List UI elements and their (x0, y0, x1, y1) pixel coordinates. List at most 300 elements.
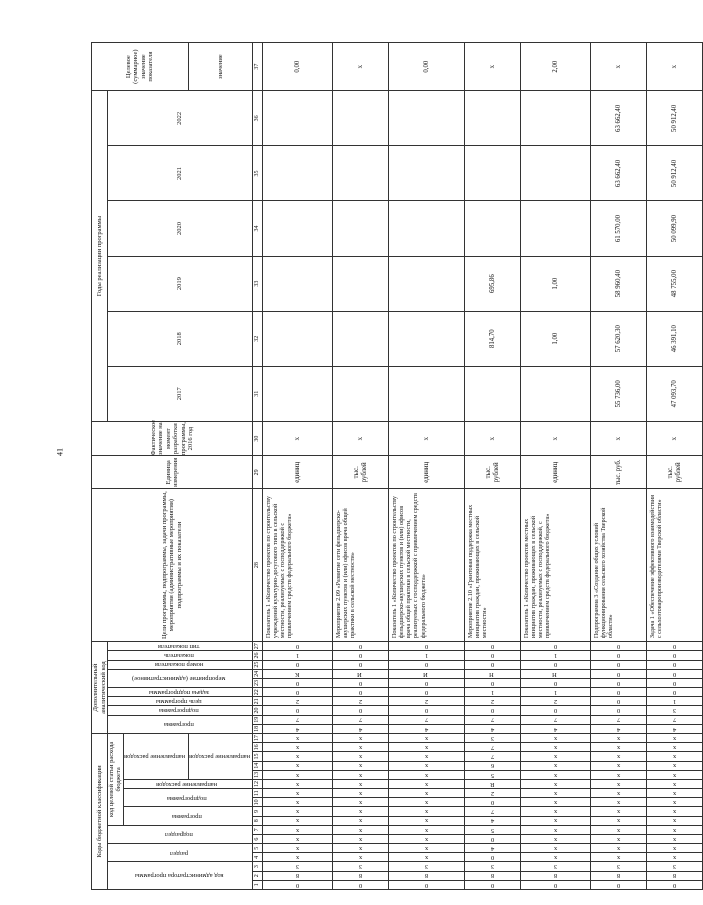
code-cell: 4 (647, 724, 703, 733)
code-cell: 7 (521, 715, 591, 724)
row-value-2022 (465, 91, 521, 146)
code-cell: 0 (647, 880, 703, 889)
code-cell: 1 (263, 651, 333, 660)
row-value-2020: 61 570,00 (591, 201, 647, 256)
code-cell: х (333, 798, 389, 807)
row-value-2021 (333, 146, 389, 201)
code-cell: х (591, 834, 647, 843)
code-cell: х (647, 853, 703, 862)
code-cell: х (647, 752, 703, 761)
code-cell: х (263, 770, 333, 779)
code-cell: х (591, 789, 647, 798)
code-cell: 0 (465, 880, 521, 889)
code-cell: х (263, 853, 333, 862)
code-cell: х (389, 770, 465, 779)
code-cell: х (647, 807, 703, 816)
column-index-cell: 14 (253, 761, 263, 770)
code-cell: 4 (465, 724, 521, 733)
code-cell: х (333, 844, 389, 853)
code-cell: 2 (389, 697, 465, 706)
code-cell: 0 (389, 642, 465, 651)
code-cell: 0 (263, 660, 333, 669)
column-index-cell: 30 (253, 421, 263, 456)
code-cell: х (591, 816, 647, 825)
code-cell: х (263, 798, 333, 807)
a-subprogram-header: подпрограмма (108, 706, 253, 715)
code-cell: х (591, 779, 647, 788)
program-table (91, 42, 703, 890)
code-cell: 3 (521, 862, 591, 871)
code-cell: х (333, 761, 389, 770)
code-cell: 8 (521, 871, 591, 880)
year-2022-header: 2022 (108, 91, 253, 146)
code-cell: х (333, 733, 389, 742)
code-cell: х (591, 761, 647, 770)
code-cell: х (591, 825, 647, 834)
column-index-cell: 37 (253, 43, 263, 91)
code-cell: 0 (263, 688, 333, 697)
code-cell: 4 (521, 724, 591, 733)
column-index-cell: 34 (253, 201, 263, 256)
a-measure-header: мероприятие (административное) (108, 669, 253, 687)
code-cell: 0 (591, 669, 647, 678)
row-value-2019 (333, 256, 389, 311)
table-row (521, 43, 591, 890)
row-unit: тыс. руб. (591, 456, 647, 489)
row-fact: х (263, 421, 333, 456)
code-cell: х (647, 816, 703, 825)
a-indicator-header: показатель (108, 651, 253, 660)
code-cell: х (333, 807, 389, 816)
code-cell: 7 (465, 715, 521, 724)
fact-column-header: Фактическое значение на момент разработки программы, 2016 год (92, 421, 253, 456)
column-index-cell: 20 (253, 706, 263, 715)
code-cell: х (521, 844, 591, 853)
row-value-2021: 63 662,40 (591, 146, 647, 201)
code-cell: 0 (521, 706, 591, 715)
admin-code-header: код администратора программы (108, 862, 253, 890)
row-value-2017 (263, 366, 333, 421)
table-row (647, 43, 703, 890)
column-index-cell: 9 (253, 807, 263, 816)
row-value-2017: 55 736,00 (591, 366, 647, 421)
row-value-2018: 46 391,10 (647, 311, 703, 366)
code-cell: х (389, 761, 465, 770)
code-cell: 0 (647, 688, 703, 697)
row-name: Показатель 1 «Количество проектов местных инициатив граждан, проживающих в сельской местности, реализуемых с господдержкой, с привлечением средств федерального бюджета» (521, 489, 591, 642)
column-index-cell: 4 (253, 853, 263, 862)
column-index-cell: 12 (253, 779, 263, 788)
code-cell: R (465, 779, 521, 788)
row-name: Мероприятие 2.09 «Развитие сети фельдшерско-акушерских пунктов и (или) офисов врача общей практики в сельской местности» (333, 489, 389, 642)
row-value-2018 (333, 311, 389, 366)
code-cell: 0 (263, 678, 333, 687)
column-index-cell: 8 (253, 816, 263, 825)
row-fact: х (333, 421, 389, 456)
code-cell: х (333, 825, 389, 834)
code-cell: 4 (389, 724, 465, 733)
code-cell: х (521, 779, 591, 788)
code-cell: 4 (465, 816, 521, 825)
row-unit: единиц (263, 456, 333, 489)
code-cell: х (591, 844, 647, 853)
column-index-cell: 36 (253, 91, 263, 146)
code-cell: 0 (333, 651, 389, 660)
column-index-cell: 10 (253, 798, 263, 807)
code-cell: 3 (647, 862, 703, 871)
code-cell: 5 (465, 825, 521, 834)
code-cell: х (521, 743, 591, 752)
column-index-cell: 33 (253, 256, 263, 311)
row-name: Задача 1 «Обеспечение эффективного взаимодействия с сельхозтоваропроизводителями Тверской области» (647, 489, 703, 642)
row-value-2020 (389, 201, 465, 256)
code-cell: 0 (333, 678, 389, 687)
code-cell: 4 (591, 724, 647, 733)
year-2020-header: 2020 (108, 201, 253, 256)
code-cell: 0 (591, 660, 647, 669)
row-value-2019: 58 960,40 (591, 256, 647, 311)
code-cell: 0 (333, 642, 389, 651)
code-cell: х (389, 816, 465, 825)
row-name: Подпрограмма 3 «Создание общих условий функционирования сельского хозяйства Тверской области» (591, 489, 647, 642)
row-target: х (465, 43, 521, 91)
subprogram-header: подпрограмма (123, 789, 252, 807)
code-cell: х (647, 779, 703, 788)
a-measure-num-header: номер показателя (108, 660, 253, 669)
row-fact: х (389, 421, 465, 456)
code-cell: 3 (591, 862, 647, 871)
expenditure-direction-group-header: направление расходов (123, 733, 188, 779)
code-cell: 0 (647, 678, 703, 687)
code-cell: 2 (465, 789, 521, 798)
year-2019-header: 2019 (108, 256, 253, 311)
row-value-2022 (389, 91, 465, 146)
expenditure-direction-header: направление расходов (188, 733, 253, 779)
row-value-2022 (333, 91, 389, 146)
code-cell: х (521, 798, 591, 807)
code-cell: 1 (521, 688, 591, 697)
code-cell: 0 (591, 651, 647, 660)
table-row (389, 43, 465, 890)
section-header: раздел (108, 844, 253, 862)
row-unit: тыс. рублей (647, 456, 703, 489)
code-cell: 8 (465, 871, 521, 880)
value-label-header: значение (188, 43, 253, 91)
code-cell: х (333, 779, 389, 788)
code-cell: х (647, 770, 703, 779)
column-index-cell: 28 (253, 489, 263, 642)
code-cell: х (521, 761, 591, 770)
code-cell: х (591, 853, 647, 862)
column-index-cell: 23 (253, 678, 263, 687)
code-cell: х (389, 779, 465, 788)
code-cell: 0 (647, 660, 703, 669)
code-cell: 7 (591, 715, 647, 724)
code-cell: х (591, 743, 647, 752)
code-cell: х (389, 834, 465, 843)
code-cell: х (263, 825, 333, 834)
code-cell: 0 (333, 706, 389, 715)
column-index-cell: 18 (253, 724, 263, 733)
rotated-sheet (91, 42, 682, 890)
code-cell: х (591, 733, 647, 742)
column-index-cell: 1 (253, 880, 263, 889)
code-cell: х (647, 798, 703, 807)
code-cell: 0 (465, 678, 521, 687)
row-fact: х (591, 421, 647, 456)
subsection-header: подраздел (108, 825, 253, 843)
code-cell: 3 (465, 862, 521, 871)
row-value-2020 (465, 201, 521, 256)
code-cell: х (333, 834, 389, 843)
code-cell: х (521, 816, 591, 825)
code-cell: 0 (389, 660, 465, 669)
row-value-2017 (389, 366, 465, 421)
column-index-cell: 24 (253, 669, 263, 678)
code-cell: 0 (465, 853, 521, 862)
row-target: х (647, 43, 703, 91)
program-direction-header: направление расходов (123, 779, 252, 788)
code-cell: х (389, 789, 465, 798)
row-value-2019: 1,00 (521, 256, 591, 311)
code-cell: х (521, 853, 591, 862)
code-cell: 5 (465, 770, 521, 779)
target-article-header: код целевой статьи расхода бюджета (108, 733, 124, 825)
code-cell: 0 (521, 660, 591, 669)
code-cell: 0 (465, 642, 521, 651)
code-cell: 6 (465, 761, 521, 770)
row-target: 2,00 (521, 43, 591, 91)
code-cell: 0 (465, 651, 521, 660)
row-value-2018: 1,00 (521, 311, 591, 366)
code-cell: х (333, 770, 389, 779)
code-cell: х (389, 798, 465, 807)
code-cell: 2 (521, 697, 591, 706)
code-cell: 0 (263, 642, 333, 651)
code-cell: 3 (647, 706, 703, 715)
row-target: х (333, 43, 389, 91)
column-index-cell: 2 (253, 871, 263, 880)
year-2018-header: 2018 (108, 311, 253, 366)
row-value-2019 (389, 256, 465, 311)
row-value-2021 (389, 146, 465, 201)
column-index-cell: 16 (253, 743, 263, 752)
code-cell: х (263, 789, 333, 798)
code-cell: 3 (333, 862, 389, 871)
code-cell: 0 (591, 880, 647, 889)
code-cell: 0 (591, 688, 647, 697)
column-index-cell: 13 (253, 770, 263, 779)
row-value-2018 (263, 311, 333, 366)
code-cell: х (647, 743, 703, 752)
code-cell: 7 (389, 715, 465, 724)
code-cell: 7 (465, 752, 521, 761)
year-2021-header: 2021 (108, 146, 253, 201)
code-cell: х (389, 807, 465, 816)
codes-group-header: Коды бюджетной классификации (92, 733, 108, 889)
code-cell: х (647, 834, 703, 843)
row-value-2021 (263, 146, 333, 201)
code-cell: х (647, 733, 703, 742)
column-index-cell: 3 (253, 862, 263, 871)
row-value-2019: 48 755,00 (647, 256, 703, 311)
code-cell: х (389, 752, 465, 761)
column-index-cell: 25 (253, 660, 263, 669)
code-cell: х (521, 752, 591, 761)
code-cell: 4 (263, 724, 333, 733)
row-value-2022 (521, 91, 591, 146)
row-value-2020 (521, 201, 591, 256)
code-cell: х (263, 752, 333, 761)
row-value-2019: 695,86 (465, 256, 521, 311)
code-cell: 3 (389, 862, 465, 871)
code-cell: х (591, 807, 647, 816)
code-cell: 0 (465, 706, 521, 715)
code-cell: 2 (333, 697, 389, 706)
unit-column-header: Единица измерения (92, 456, 253, 489)
code-cell: х (263, 816, 333, 825)
table-row (465, 43, 521, 890)
code-cell: 7 (263, 715, 333, 724)
table-row (333, 43, 389, 890)
code-cell: 0 (591, 706, 647, 715)
row-unit: тыс. рублей (333, 456, 389, 489)
code-cell: 0 (389, 880, 465, 889)
code-cell: 2 (465, 697, 521, 706)
code-cell: х (333, 853, 389, 862)
row-value-2020: 50 099,90 (647, 201, 703, 256)
column-index-cell: 7 (253, 825, 263, 834)
year-2017-header: 2017 (108, 366, 253, 421)
code-cell: 2 (263, 697, 333, 706)
row-value-2018: 57 620,30 (591, 311, 647, 366)
column-index-cell: 6 (253, 834, 263, 843)
column-index-cell: 29 (253, 456, 263, 489)
row-target: 0,00 (263, 43, 333, 91)
row-value-2022: 63 662,40 (591, 91, 647, 146)
code-cell: 4 (465, 844, 521, 853)
code-cell: х (333, 816, 389, 825)
code-cell: 8 (647, 871, 703, 880)
row-value-2021: 50 912,40 (647, 146, 703, 201)
column-index-cell: 27 (253, 642, 263, 651)
row-name: Показатель 1 «Количество проектов по строительству учреждений культурно-досугового типа в сельской местности, реализуемых с господдержкой с привлечением средств федерального бюджета» (263, 489, 333, 642)
table-row (263, 43, 333, 890)
code-cell: х (647, 844, 703, 853)
row-target: х (591, 43, 647, 91)
code-cell: 0 (465, 834, 521, 843)
code-cell: х (389, 733, 465, 742)
page-number: 41 (55, 448, 65, 456)
code-cell: х (521, 770, 591, 779)
code-cell: х (647, 761, 703, 770)
row-value-2020 (263, 201, 333, 256)
row-unit: тыс. рублей (465, 456, 521, 489)
code-cell: 8 (333, 871, 389, 880)
code-cell: 7 (465, 807, 521, 816)
code-cell: х (647, 825, 703, 834)
code-cell: х (263, 761, 333, 770)
code-cell: 0 (333, 880, 389, 889)
row-unit: единиц (521, 456, 591, 489)
code-cell: 0 (591, 697, 647, 706)
code-cell: х (389, 825, 465, 834)
code-cell: 0 (591, 642, 647, 651)
code-cell: х (263, 834, 333, 843)
target-column-header: Целевое (суммарное) значение показателя (92, 43, 189, 91)
code-cell: 0 (333, 660, 389, 669)
row-target: 0,00 (389, 43, 465, 91)
code-cell: 0 (521, 880, 591, 889)
code-cell: 0 (647, 651, 703, 660)
code-cell: х (333, 743, 389, 752)
code-cell: х (333, 752, 389, 761)
code-cell: 3 (465, 733, 521, 742)
code-cell: Н (465, 669, 521, 678)
a-goal-header: цель программы (108, 697, 253, 706)
code-cell: 8 (591, 871, 647, 880)
code-cell: 7 (465, 743, 521, 752)
code-cell: х (263, 779, 333, 788)
row-unit: единиц (389, 456, 465, 489)
column-index-cell: 11 (253, 789, 263, 798)
code-cell: 0 (333, 688, 389, 697)
row-value-2022: 50 912,40 (647, 91, 703, 146)
row-value-2017 (465, 366, 521, 421)
row-value-2017 (333, 366, 389, 421)
code-cell: 0 (521, 642, 591, 651)
code-cell: х (389, 853, 465, 862)
code-cell: Н (521, 669, 591, 678)
a-program-header: программа (108, 715, 253, 733)
code-cell: 8 (389, 871, 465, 880)
column-index-cell: 26 (253, 651, 263, 660)
code-cell: х (521, 733, 591, 742)
table-row (591, 43, 647, 890)
code-cell: 0 (389, 706, 465, 715)
code-cell: 0 (465, 798, 521, 807)
column-index-cell: 32 (253, 311, 263, 366)
row-value-2021 (521, 146, 591, 201)
column-index-cell: 31 (253, 366, 263, 421)
code-cell: 1 (647, 697, 703, 706)
code-cell: х (263, 807, 333, 816)
code-cell: 0 (591, 678, 647, 687)
a-type-header: тип показателя (108, 642, 253, 651)
code-cell: 0 (647, 669, 703, 678)
code-cell: 4 (333, 724, 389, 733)
code-cell: 0 (263, 706, 333, 715)
row-name: Показатель 1 «Количество проектов по строительству фельдшерско-акушерских пунктов и (или) офисов врача общей практики в сельской местности, реализуемых с господдержкой с привлечением средств федерального бюджета» (389, 489, 465, 642)
row-value-2020 (333, 201, 389, 256)
column-index-row (253, 43, 263, 890)
row-value-2018 (389, 311, 465, 366)
code-cell: 7 (647, 715, 703, 724)
column-index-cell: 19 (253, 715, 263, 724)
column-index-cell: 17 (253, 733, 263, 742)
name-column-header: Цели программы, подпрограммы, задачи программы, мероприятия (административные мероприятия) подпрограммы и их показатели (92, 489, 253, 642)
code-cell: 1 (521, 651, 591, 660)
years-group-header: Годы реализации программы (92, 91, 108, 422)
code-cell: х (263, 743, 333, 752)
code-cell: х (521, 807, 591, 816)
code-cell: х (521, 789, 591, 798)
column-index-cell: 15 (253, 752, 263, 761)
code-cell: И (333, 669, 389, 678)
code-cell: 3 (263, 862, 333, 871)
column-index-cell: 22 (253, 688, 263, 697)
a-task-header: задача подпрограммы (108, 688, 253, 697)
